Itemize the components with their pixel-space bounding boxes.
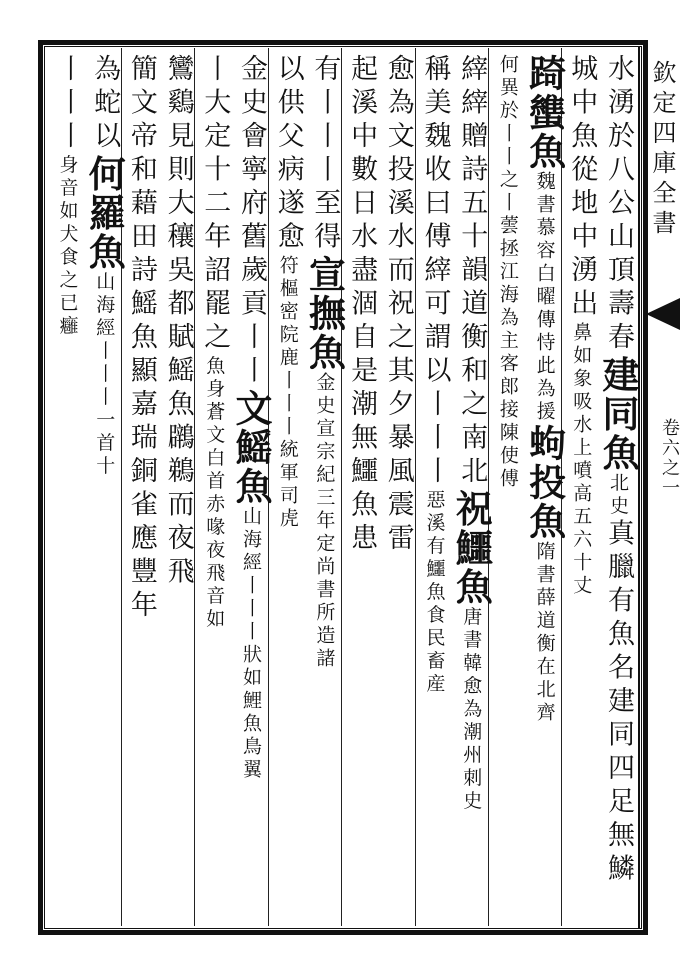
body-text: 稱美魏收曰傅縡可謂以丨丨丨 bbox=[419, 54, 451, 490]
annotation-text: 鼻如象吸水上噴高五六十丈 bbox=[570, 322, 593, 598]
body-text: 鸞鷄見則大穰吳都賦鰩魚鸊鵜而夜飛 bbox=[162, 54, 194, 590]
body-text: 為蛇以 bbox=[89, 54, 121, 155]
annotation-text: 何異於丨丨之丨蕓拯江海 bbox=[496, 54, 519, 307]
fish-tail-mark bbox=[646, 298, 680, 330]
body-text: 水湧於八公山頂壽春 bbox=[603, 54, 634, 356]
annotation-text: 魚身蒼文白首赤喙夜飛音如 bbox=[203, 355, 226, 632]
body-text: 簡文帝和藉田詩鰩魚顯嘉瑞銅雀應豐年 bbox=[125, 54, 157, 624]
annotation-text: 山海經丨丨丨狀如鯉魚鳥翼 bbox=[240, 506, 262, 782]
annotation-text: 符樞密院鹿丨丨丨統軍司虎 bbox=[276, 255, 299, 531]
fold-title: 欽定四庫全書 bbox=[648, 60, 676, 240]
annotation-text: 北史 bbox=[607, 472, 629, 519]
annotation-text: 隋書薛道衡在北齊 bbox=[533, 541, 556, 725]
annotation-text: 魏書慕容白曜傳恃此為援 bbox=[533, 171, 556, 424]
annotation-text: 身音如犬食之已癰 bbox=[56, 154, 79, 339]
entry-heading: 何羅魚 bbox=[82, 154, 127, 272]
annotation-text: 金史宣宗紀三年定尚書所造諸 bbox=[313, 372, 336, 671]
body-text: 真臘有魚名建同四足無鱗 bbox=[603, 518, 634, 887]
entry-heading: 宣撫魚 bbox=[302, 255, 347, 372]
juan-label: 卷六之一 bbox=[659, 418, 680, 498]
entry-heading: 祝鱷魚 bbox=[449, 489, 494, 607]
annotation-text: 山海經丨丨丨一首十 bbox=[93, 271, 116, 479]
body-text: 金史會寧府舊歲貢丨丨 bbox=[236, 54, 267, 389]
entry-heading: 蚼投魚 bbox=[522, 424, 567, 541]
body-text: 城中魚從地中湧出 bbox=[566, 54, 598, 322]
body-text: 愈為文投溪水而祝之其夕暴風震雷 bbox=[382, 54, 414, 557]
entry-heading: 踦䗽魚 bbox=[522, 54, 567, 171]
annotation-text: 為主客郎接陳使傅 bbox=[496, 307, 519, 491]
body-text: 以供父病遂愈 bbox=[272, 54, 304, 255]
body-text: 丨丨丨 bbox=[52, 54, 84, 155]
body-text: 丨大定十二年詔罷之 bbox=[199, 54, 231, 356]
entry-heading: 建同魚 bbox=[596, 355, 640, 473]
body-text: 縡縡贈詩五十韻道衡和之南北 bbox=[456, 54, 488, 490]
body-text: 有丨丨丨至得 bbox=[309, 54, 341, 255]
entry-heading: 文鰩魚 bbox=[229, 389, 273, 506]
annotation-text: 唐書韓愈為潮州刺史 bbox=[460, 606, 483, 814]
text-column bbox=[46, 54, 90, 922]
annotation-text: 惡溪有鱷魚食民畜産 bbox=[423, 489, 446, 697]
body-text: 起溪中數日水盡涸自是潮無鱷魚患 bbox=[346, 54, 378, 557]
